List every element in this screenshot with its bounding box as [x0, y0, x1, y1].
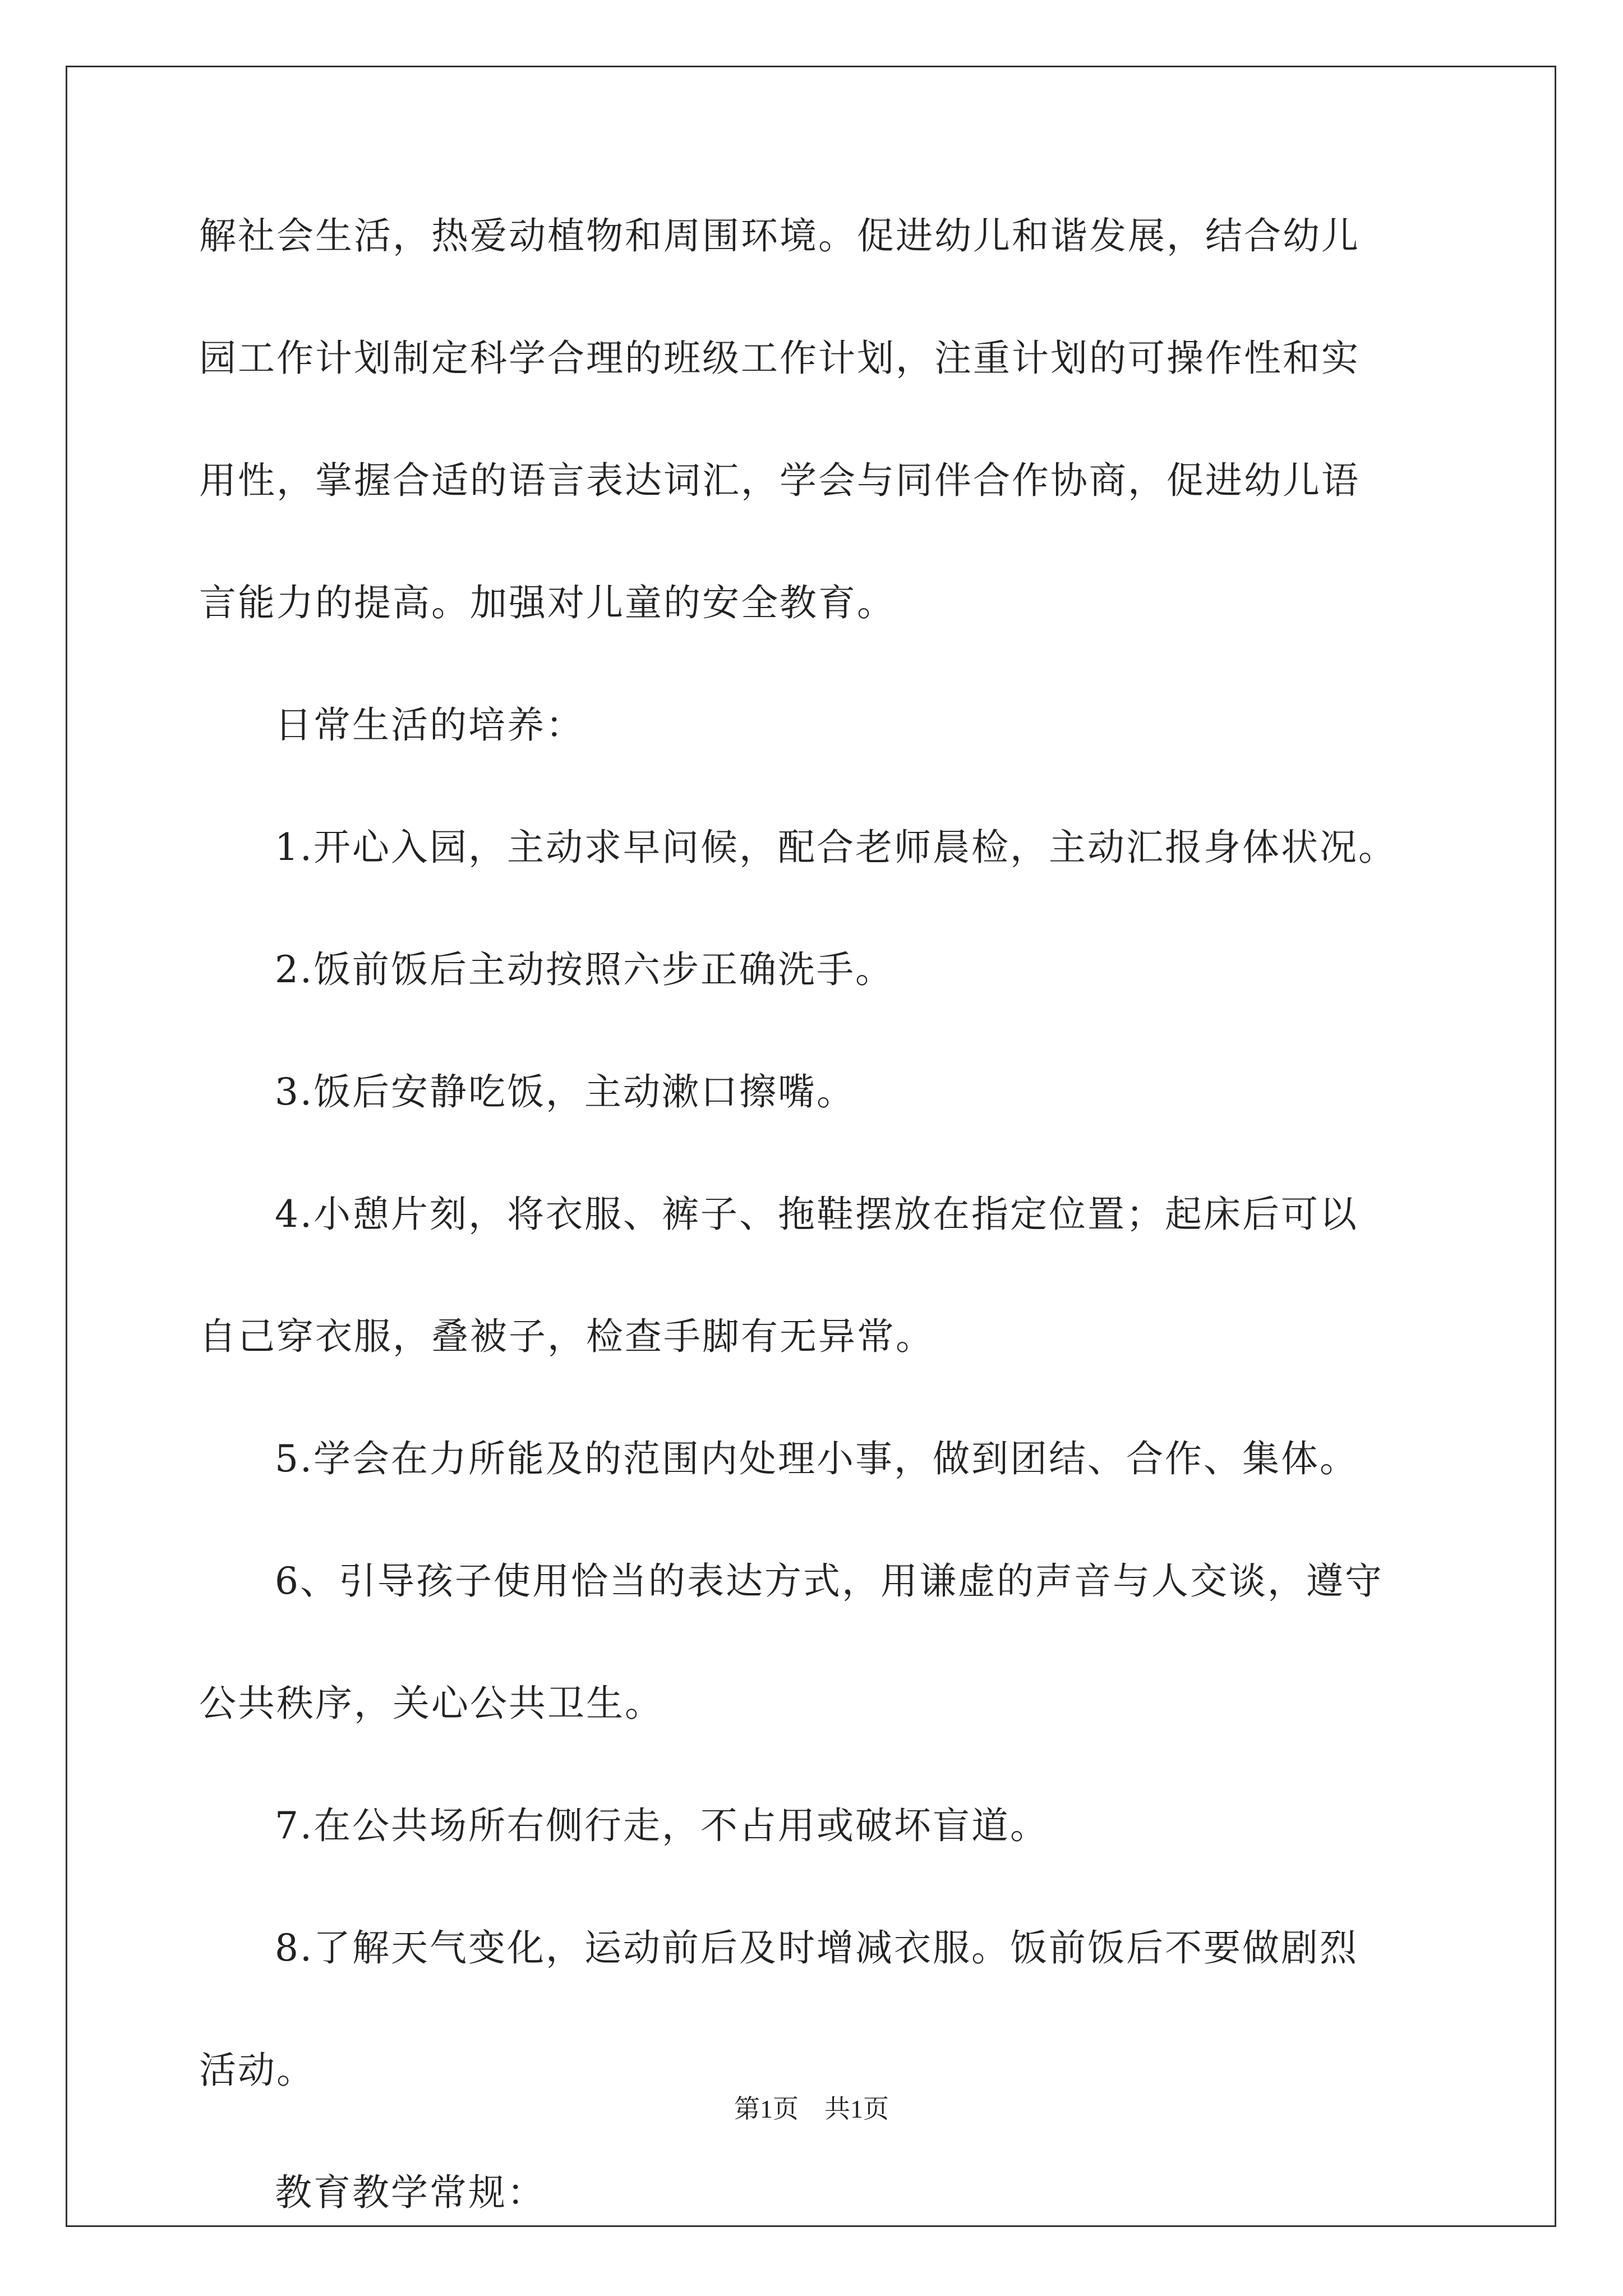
paragraph-line: 解社会生活，热爱动植物和周围环境。促进幼儿和谐发展，结合幼儿: [199, 214, 1360, 257]
list-item: 7.在公共场所右侧行走，不占用或破坏盲道。: [275, 1804, 1049, 1847]
list-item: 1.开心入园，主动求早问候，配合老师晨检，主动汇报身体状况。: [275, 826, 1397, 869]
list-item: 8.了解天气变化，运动前后及时增减衣服。饭前饭后不要做剧烈: [275, 1926, 1358, 1970]
list-item: 4.小憩片刻，将衣服、裤子、拖鞋摆放在指定位置；起床后可以: [275, 1193, 1358, 1236]
list-item: 6、引导孩子使用恰当的表达方式，用谦虚的声音与人交谈，遵守: [275, 1559, 1384, 1603]
section-heading-daily-life: 日常生活的培养：: [275, 703, 584, 747]
list-item: 2.饭前饭后主动按照六步正确洗手。: [275, 948, 894, 991]
paragraph-line: 言能力的提高。加强对儿童的安全教育。: [199, 581, 896, 624]
list-item: 5.学会在力所能及的范围内处理小事，做到团结、合作、集体。: [275, 1437, 1358, 1480]
page-border: [66, 66, 1556, 2227]
paragraph-line: 园工作计划制定科学合理的班级工作计划，注重计划的可操作性和实: [199, 337, 1360, 380]
section-heading-teaching: 教育教学常规：: [275, 2171, 546, 2214]
list-item-continuation: 活动。: [199, 2049, 315, 2092]
list-item-continuation: 自己穿衣服，叠被子，检查手脚有无异常。: [199, 1315, 934, 1358]
page-footer: 第1页 共1页: [734, 2095, 889, 2123]
list-item: 3.饭后安静吃饭，主动漱口擦嘴。: [275, 1070, 855, 1114]
paragraph-line: 用性，掌握合适的语言表达词汇，学会与同伴合作协商，促进幼儿语: [199, 459, 1360, 502]
list-item-continuation: 公共秩序，关心公共卫生。: [199, 1682, 663, 1725]
